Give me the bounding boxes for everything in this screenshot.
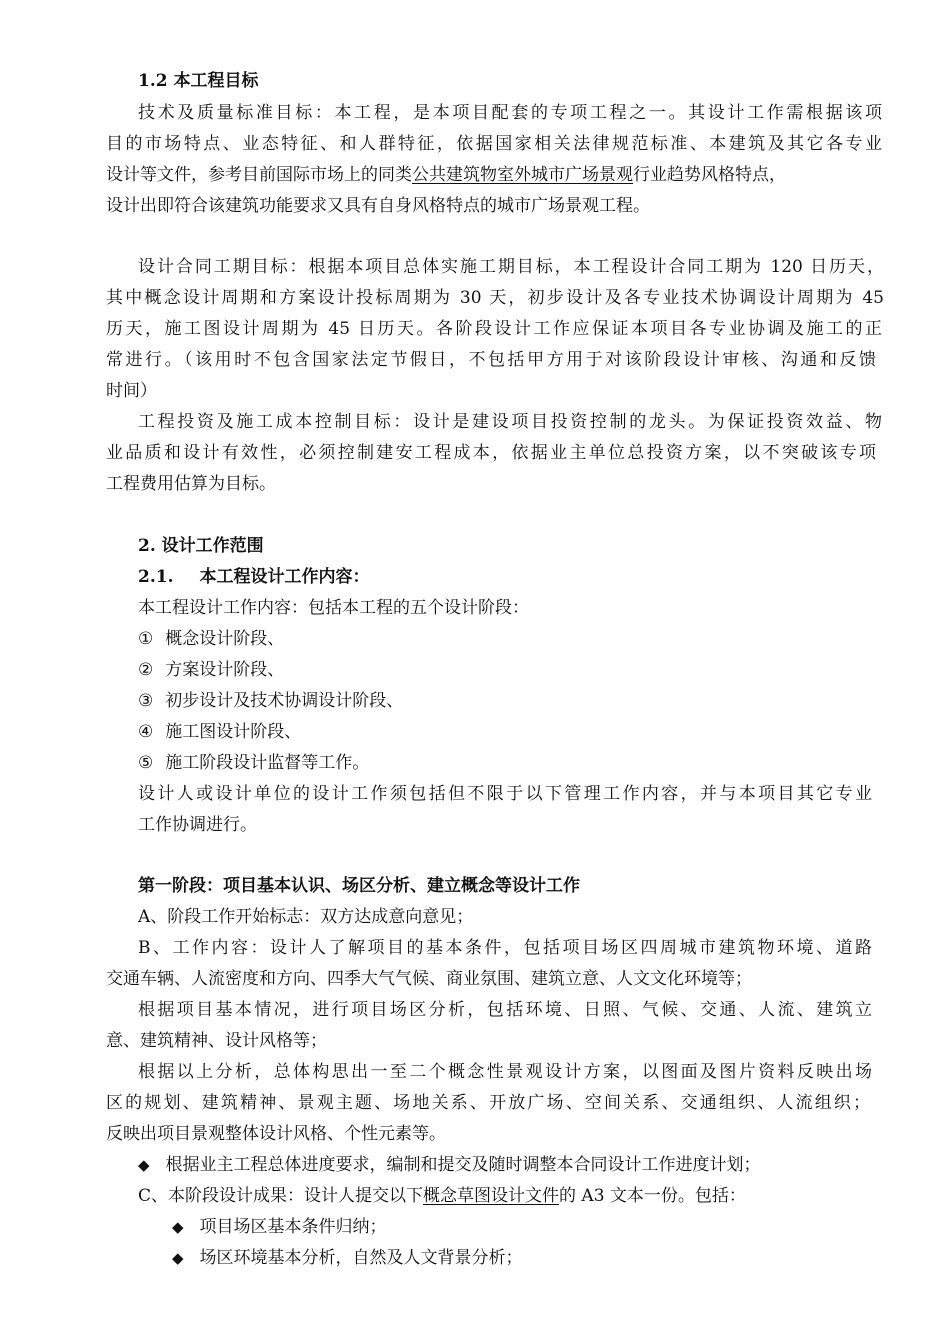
underlined-term: 公共建筑物室外城市广场景观 (412, 165, 633, 185)
bullet-text: 根据业主工程总体进度要求，编制和提交及随时调整本合同设计工作进度计划； (165, 1155, 761, 1175)
list-item (138, 628, 284, 650)
list-number: ① (138, 629, 154, 649)
paragraph-line: A、阶段工作开始标志：双方达成意向意见； (138, 907, 474, 927)
list-item (138, 690, 403, 712)
bullet-item (172, 1247, 523, 1269)
list-number: ④ (138, 722, 154, 742)
paragraph-line: 工作协调进行。 (138, 815, 257, 835)
list-text: 概念设计阶段、 (165, 629, 285, 649)
diamond-bullet-icon: ◆ (172, 1218, 184, 1236)
paragraph-line: 意、建筑精神、设计风格等； (106, 1031, 327, 1051)
paragraph-line: 设计出即符合该建筑功能要求又具有自身风格特点的城市广场景观工程。 (106, 196, 650, 216)
paragraph-line: B、工作内容：设计人了解项目的基本条件，包括项目场区四周城市建筑物环境、道路 (138, 938, 872, 958)
section-heading: 1.2 本工程目标 (138, 71, 259, 91)
list-text: 方案设计阶段、 (165, 660, 285, 680)
bullet-item (172, 1216, 387, 1238)
text-span: 行业趋势风格特点， (633, 165, 786, 185)
list-text: 施工图设计阶段、 (165, 722, 302, 742)
list-text: 初步设计及技术协调设计阶段、 (165, 691, 404, 711)
paragraph-line: 区的规划、建筑精神、景观主题、场地关系、开放广场、空间关系、交通组织、人流组织； (106, 1093, 870, 1113)
section-heading: 2. 设计工作范围 (138, 536, 264, 556)
diamond-bullet-icon: ◆ (172, 1249, 184, 1267)
text-span: 的 A3 文本一份。包括： (559, 1186, 746, 1206)
paragraph-line: 根据以上分析，总体构思出一至二个概念性景观设计方案，以图面及图片资料反映出场 (138, 1062, 872, 1082)
list-item (138, 752, 369, 774)
bullet-item (138, 1154, 761, 1176)
paragraph-line: 交通车辆、人流密度和方向、四季大气气候、商业氛围、建筑立意、人文文化环境等； (106, 969, 752, 989)
list-item (138, 659, 284, 681)
underlined-term: 概念草图设计文件 (423, 1186, 560, 1206)
subsection-title: 本工程设计工作内容： (199, 567, 370, 587)
list-item (138, 721, 301, 743)
paragraph-line: 工程费用估算为目标。 (106, 474, 276, 494)
text-span: 设计等文件，参考目前国际市场上的同类 (106, 165, 412, 185)
paragraph-line: 业品质和设计有效性，必须控制建安工程成本，依据业主单位总投资方案，以不突破该专项 (106, 443, 876, 463)
paragraph-line: 本工程设计工作内容：包括本工程的五个设计阶段： (138, 598, 529, 618)
paragraph-line (138, 1185, 746, 1207)
bullet-text: 场区环境基本分析，自然及人文背景分析； (199, 1248, 523, 1268)
subsection-number: 2.1. (138, 567, 174, 587)
paragraph-line: 历天，施工图设计周期为 45 日历天。各阶段设计工作应保证本项目各专业协调及施工的正 (106, 319, 882, 339)
paragraph-line: 根据项目基本情况，进行项目场区分析，包括环境、日照、气候、交通、人流、建筑立 (138, 1000, 872, 1020)
paragraph-line: 反映出项目景观整体设计风格、个性元素等。 (106, 1124, 446, 1144)
paragraph-line: 其中概念设计周期和方案设计投标周期为 30 天，初步设计及各专业技术协调设计周期为 45 (106, 288, 884, 308)
paragraph-line (106, 164, 786, 186)
subsection-heading (138, 566, 370, 588)
diamond-bullet-icon: ◆ (138, 1156, 150, 1174)
paragraph-line: 设计人或设计单位的设计工作须包括但不限于以下管理工作内容，并与本项目其它专业 (138, 784, 872, 804)
phase-heading: 第一阶段：项目基本认识、场区分析、建立概念等设计工作 (138, 876, 580, 896)
paragraph-line: 目的市场特点、业态特征、和人群特征，依据国家相关法律规范标准、本建筑及其它各专业 (106, 134, 882, 154)
paragraph-line: 工程投资及施工成本控制目标：设计是建设项目投资控制的龙头。为保证投资效益、物 (138, 412, 882, 432)
paragraph-line: 设计合同工期目标：根据本项目总体实施工期目标，本工程设计合同工期为 120 日历天， (138, 257, 884, 277)
list-number: ② (138, 660, 154, 680)
list-text: 施工阶段设计监督等工作。 (165, 753, 370, 773)
text-span: C、本阶段设计成果：设计人提交以下 (138, 1186, 424, 1206)
paragraph-line: 技术及质量标准目标：本工程，是本项目配套的专项工程之一。其设计工作需根据该项 (138, 103, 882, 123)
list-number: ⑤ (138, 753, 154, 773)
list-number: ③ (138, 691, 154, 711)
bullet-text: 项目场区基本条件归纳； (199, 1217, 387, 1237)
paragraph-line: 时间） (106, 381, 157, 401)
paragraph-line: 常进行。（该用时不包含国家法定节假日，不包括甲方用于对该阶段设计审核、沟通和反馈 (106, 350, 876, 370)
